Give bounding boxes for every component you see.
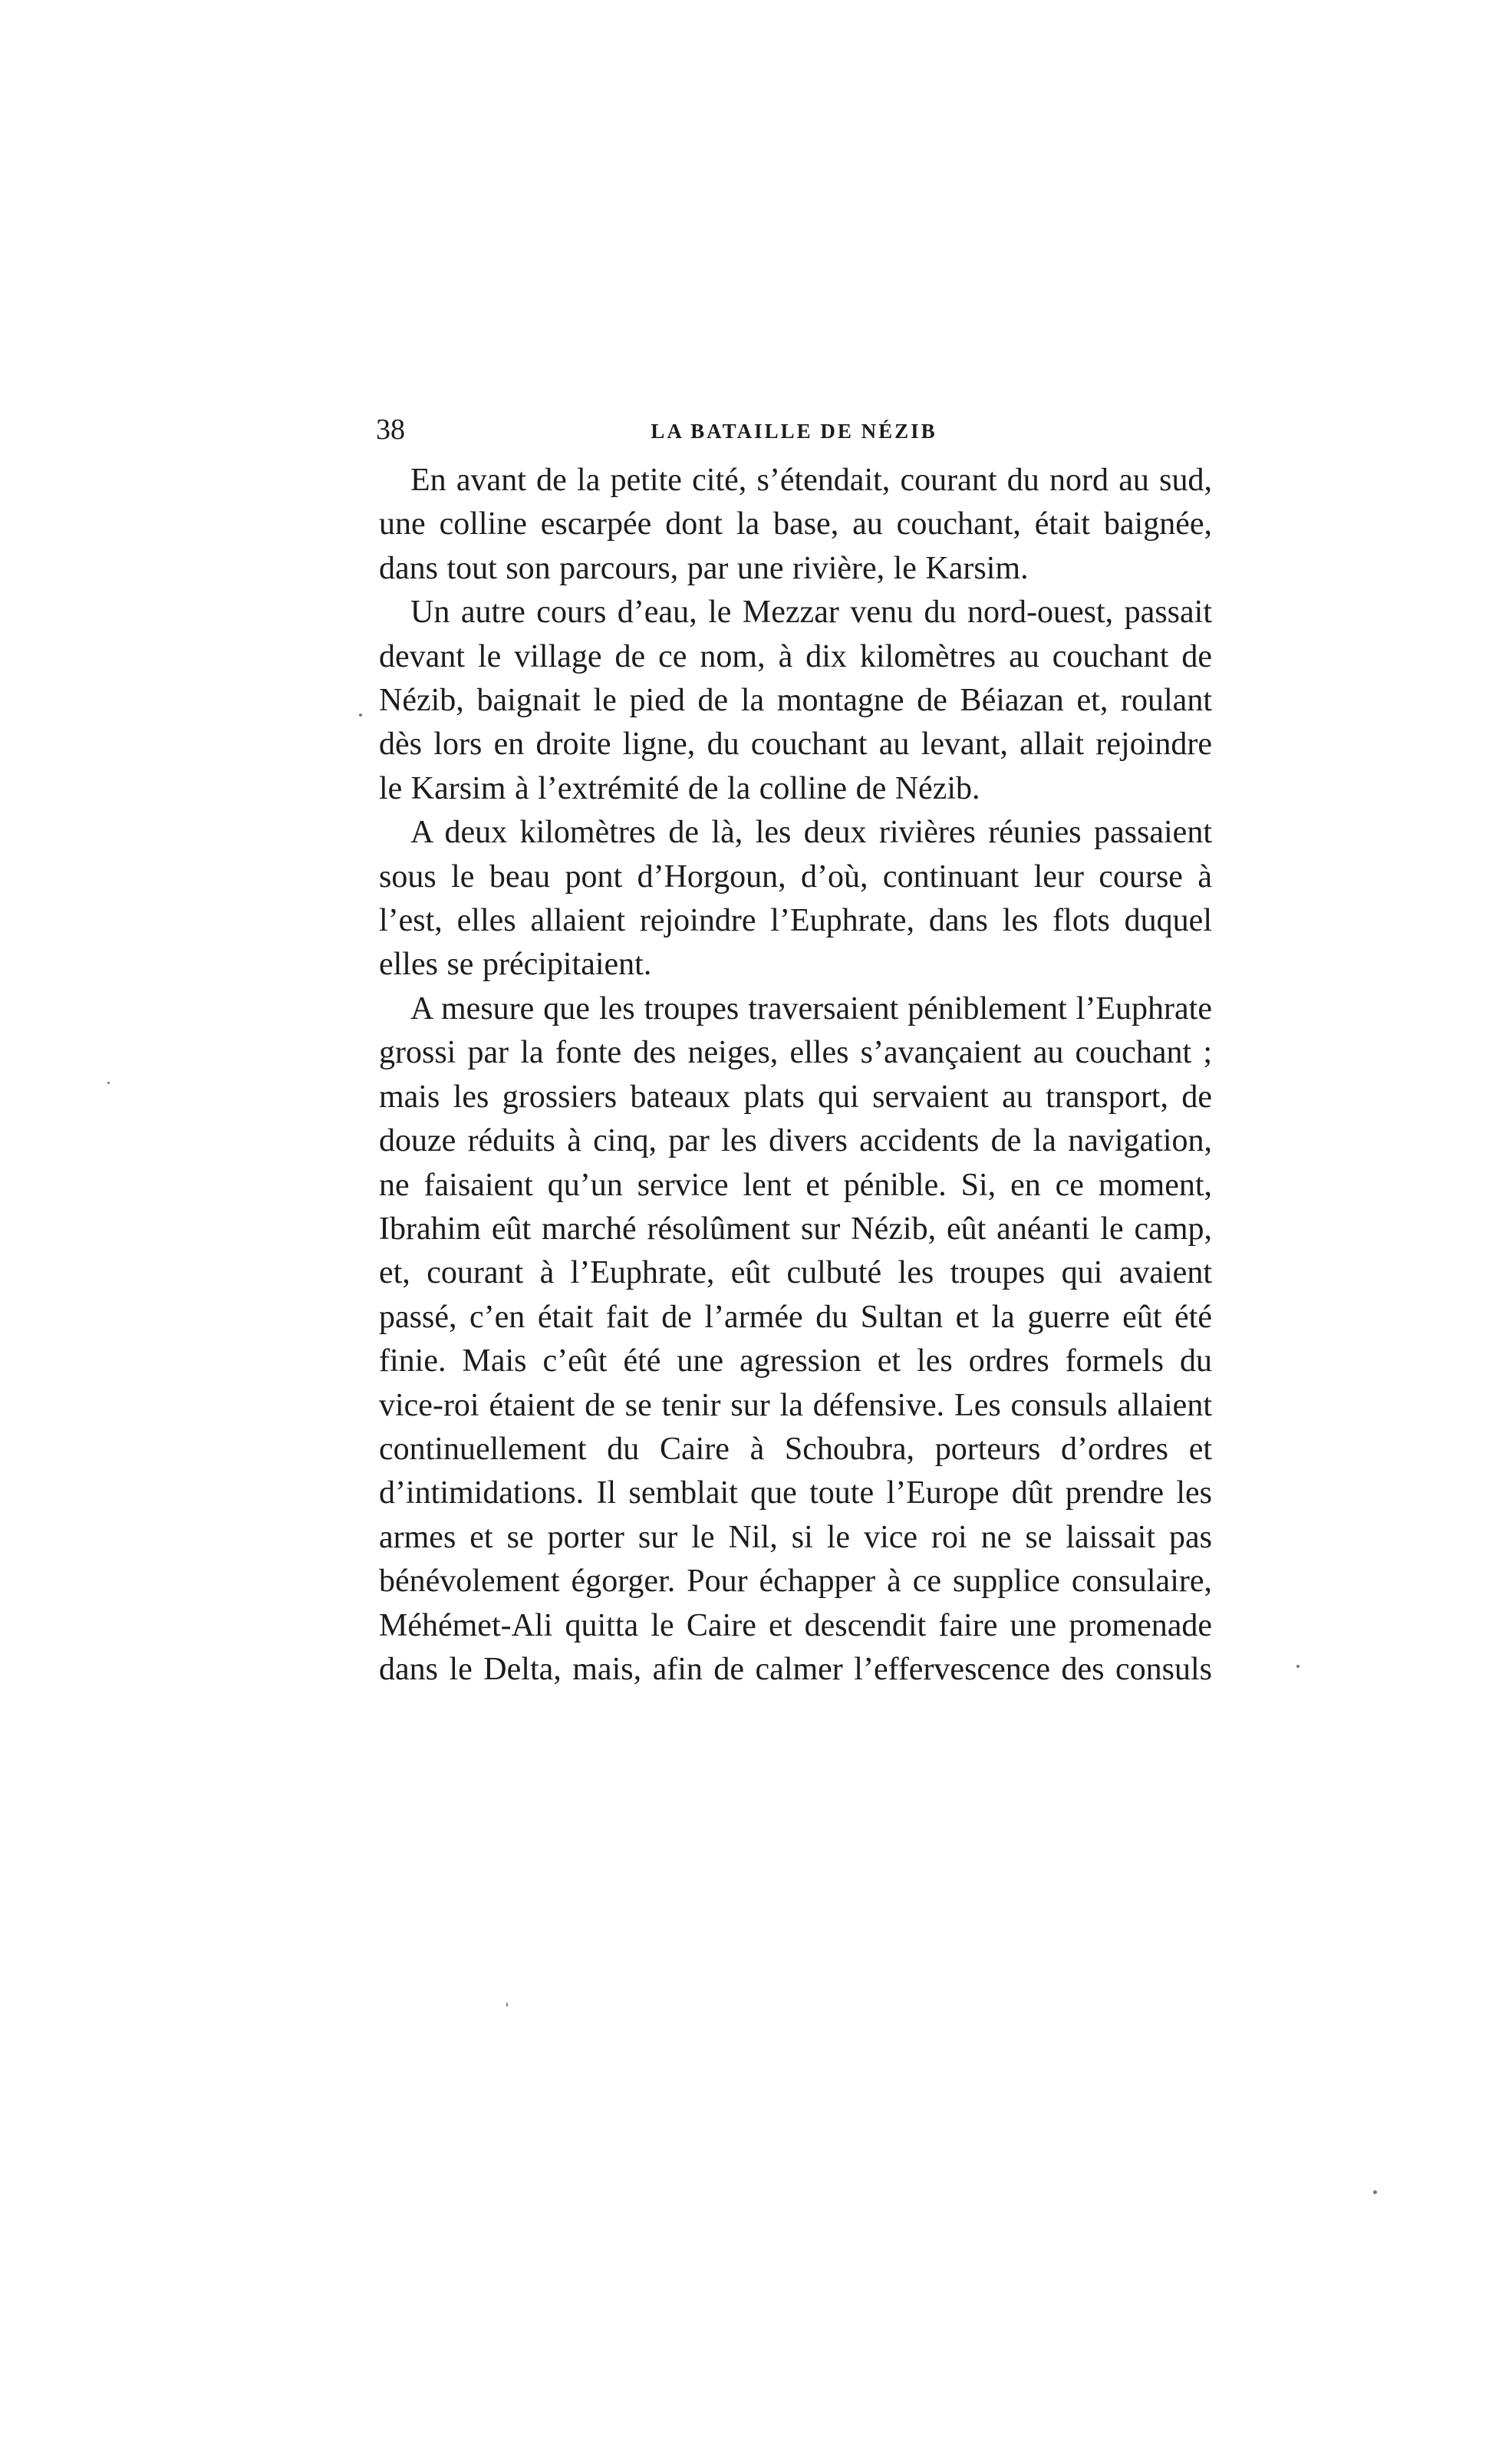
body-text [379, 459, 1212, 1692]
scan-speck [1373, 2190, 1377, 2194]
scan-speck [1296, 1665, 1300, 1668]
running-title: LA BATAILLE DE NÉZIB [651, 420, 937, 443]
paragraph-4: A mesure que les troupes traversaient péniblement l’Euphrate grossi par la fonte des neiges, elles s’avançaient au couchant ; mais les grossiers bateaux plats qui servaient au transport, de douze réduits à cinq, par les divers accidents de la navigation, ne faisaient qu’un service lent et pénible. Si, en ce moment, Ibrahim eût marché résolûment sur Nézib, eût anéanti le camp, et, courant à l’Euphrate, eût culbuté les troupes qui avaient passé, c’en était fait de l’armée du Sultan et la guerre eût été finie. Mais c’eût été une agression et les ordres formels du vice-roi étaient de se tenir sur la défensive. Les consuls allaient continuellement du Caire à Schoubra, porteurs d’ordres et d’intimidations. Il semblait que toute l’Europe dût prendre les armes et se porter sur le Nil, si le vice roi ne se laissait pas bénévolement égorger. Pour échapper à ce supplice consulaire, Méhémet-Ali quitta le Caire et descendit faire une promenade dans le Delta, mais, afin de calmer l’effervescence des consuls [379, 990, 1212, 1687]
page-number: 38 [376, 414, 405, 446]
paragraph-3: A deux kilomètres de là, les deux rivières réunies passaient sous le beau pont d’Horgoun, d’où, continuant leur course à l’est, elles allaient rejoindre l’Euphrate, dans les flots duquel elles se précipitaient. [379, 815, 1212, 983]
scan-speck [506, 2002, 508, 2007]
paragraph-2: Un autre cours d’eau, le Mezzar venu du nord-ouest, passait devant le village de ce nom, à dix kilomètres au couchant de Nézib, baignait le pied de la montagne de Béiazan et, roulant dès lors en droite ligne, du couchant au levant, allait rejoindre le Karsim à l’extrémité de la colline de Nézib. [379, 595, 1212, 806]
paragraph-1: En avant de la petite cité, s’étendait, courant du nord au sud, une colline escarpée dont la base, au couchant, était baignée, dans tout son parcours, par une rivière, le Karsim. [379, 463, 1212, 586]
scan-speck [359, 713, 362, 717]
running-head [376, 408, 1212, 454]
scan-speck [107, 1082, 110, 1084]
